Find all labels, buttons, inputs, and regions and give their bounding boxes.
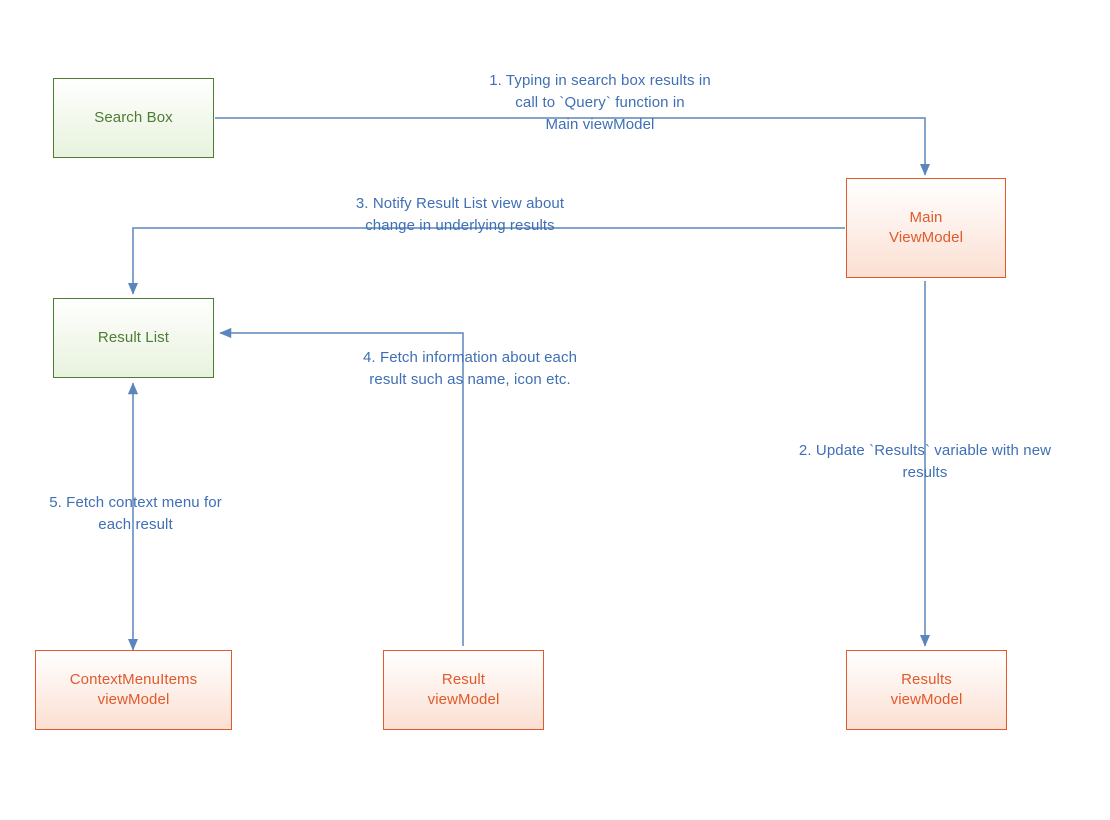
edge-label-3-line2: change in underlying results	[365, 216, 555, 234]
node-main-viewmodel-label	[889, 208, 963, 249]
node-results-viewmodel-line2: viewModel	[890, 691, 963, 708]
node-results-viewmodel-label	[891, 670, 963, 711]
node-results-viewmodel-line1: Results	[901, 670, 952, 688]
node-context-menu-items-viewmodel-label	[70, 670, 198, 711]
node-main-viewmodel[interactable]	[846, 178, 1006, 278]
node-main-viewmodel-line1: Main	[909, 208, 943, 226]
edge-label-3-line1: 3. Notify Result List view about	[355, 195, 565, 212]
edge-label-1-line3: Main viewModel	[545, 115, 655, 133]
node-results-viewmodel[interactable]	[846, 650, 1007, 730]
edge-label-4-line1: 4. Fetch information about each	[362, 349, 578, 366]
edge-label-2-line1: 2. Update `Results` variable with new	[798, 442, 1052, 459]
edge-label-2	[760, 440, 1090, 484]
connector-main-viewmodel-to-result-list	[133, 228, 845, 294]
node-result-viewmodel[interactable]	[383, 650, 544, 730]
edge-label-2-line2: results	[902, 463, 948, 481]
edge-label-1-line1: 1. Typing in search box results in	[489, 72, 711, 89]
edge-label-1-line2: call to `Query` function in	[515, 93, 685, 111]
node-context-menu-items-viewmodel-line2: viewModel	[97, 691, 170, 708]
edge-label-4	[315, 347, 625, 391]
node-result-list-label: Result List	[97, 328, 170, 346]
node-search-box-label: Search Box	[94, 108, 173, 126]
node-result-viewmodel-line1: Result	[441, 670, 486, 688]
node-result-viewmodel-line2: viewModel	[427, 691, 500, 708]
node-search-box[interactable]	[53, 78, 214, 158]
edge-label-1	[445, 70, 755, 135]
node-context-menu-items-viewmodel[interactable]	[35, 650, 232, 730]
node-result-viewmodel-label	[428, 670, 500, 711]
edge-label-5	[13, 492, 258, 536]
edge-label-5-line2: each result	[98, 515, 173, 533]
edge-label-3	[300, 193, 620, 237]
edge-label-4-line2: result such as name, icon etc.	[369, 370, 571, 388]
node-context-menu-items-viewmodel-line1: ContextMenuItems	[69, 670, 198, 688]
node-main-viewmodel-line2: ViewModel	[889, 229, 963, 246]
node-result-list[interactable]	[53, 298, 214, 378]
edge-label-5-line1: 5. Fetch context menu for	[49, 494, 222, 511]
